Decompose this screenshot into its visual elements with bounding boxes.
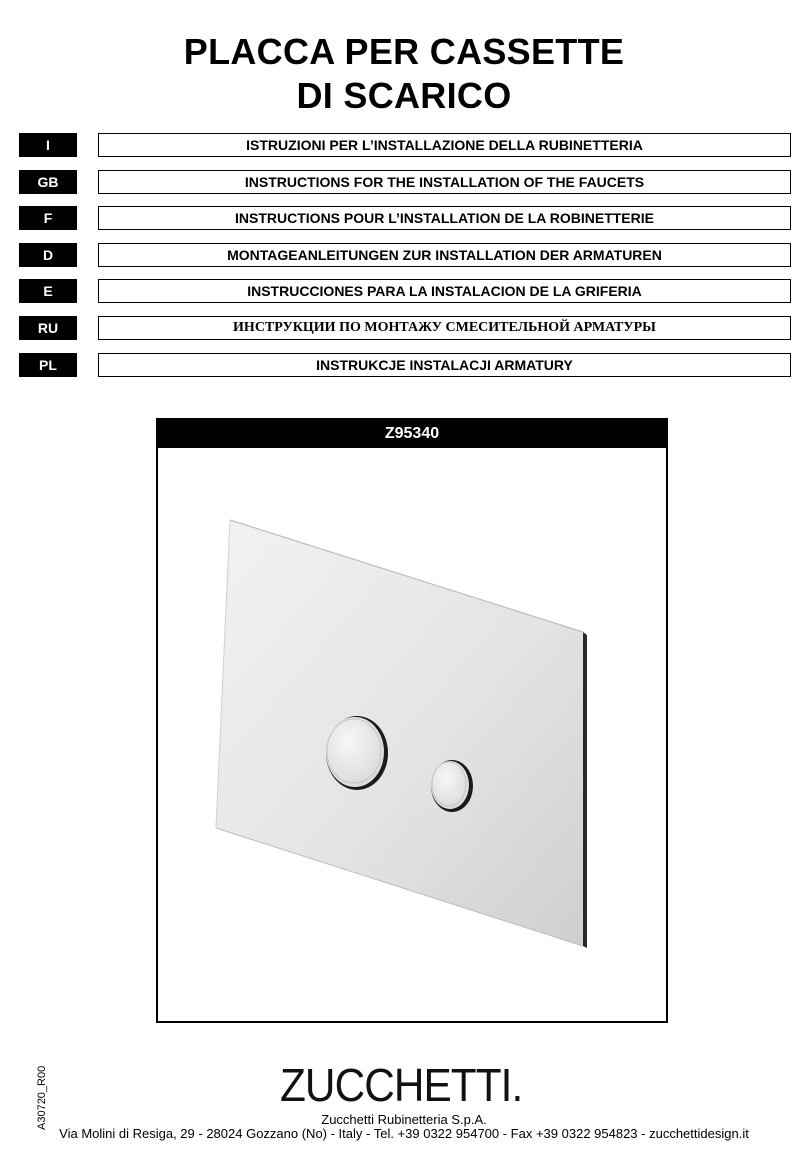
company-address: Via Molini di Resiga, 29 - 28024 Gozzano (No) - Italy - Tel. +39 0322 954700 - Fax +39 0322 954823 - zucchettidesign.it <box>59 1126 749 1141</box>
language-instruction-title: ИНСТРУКЦИИ ПО МОНТАЖУ СМЕСИТЕЛЬНОЙ АРМАТУРЫ <box>98 316 791 340</box>
flush-plate-image <box>158 450 666 1021</box>
document-code: A30720_R00 <box>36 1065 48 1130</box>
language-instruction-title: INSTRUCCIONES PARA LA INSTALACION DE LA GRIFERIA <box>98 279 791 303</box>
language-code: GB <box>19 170 77 194</box>
language-instruction-title: MONTAGEANLEITUNGEN ZUR INSTALLATION DER ARMATUREN <box>98 243 791 267</box>
small-flush-button <box>431 760 473 812</box>
plate-face <box>216 520 583 946</box>
language-row-gb <box>19 170 791 194</box>
language-code: RU <box>19 316 77 340</box>
language-code: I <box>19 133 77 157</box>
language-instruction-title: INSTRUCTIONS POUR L’INSTALLATION DE LA ROBINETTERIE <box>98 206 791 230</box>
language-code: F <box>19 206 77 230</box>
language-row-fr <box>19 206 791 230</box>
language-row-pl <box>19 353 791 377</box>
language-row-it <box>19 133 791 157</box>
language-row-de <box>19 243 791 267</box>
language-instruction-title: ISTRUZIONI PER L’INSTALLAZIONE DELLA RUBINETTERIA <box>98 133 791 157</box>
plate-edge <box>583 632 587 948</box>
language-row-ru <box>19 316 791 340</box>
language-instruction-title: INSTRUKCJE INSTALACJI ARMATURY <box>98 353 791 377</box>
language-instruction-title: INSTRUCTIONS FOR THE INSTALLATION OF THE FAUCETS <box>98 170 791 194</box>
language-code: E <box>19 279 77 303</box>
language-row-es <box>19 279 791 303</box>
large-flush-button <box>326 716 388 790</box>
zucchetti-logo: ZUCCHETTI. <box>280 1059 523 1111</box>
document-title <box>0 30 808 118</box>
language-code: PL <box>19 353 77 377</box>
product-code: Z95340 <box>158 420 666 448</box>
product-frame <box>156 418 668 1023</box>
title-line-1: PLACCA PER CASSETTE <box>183 31 625 72</box>
company-name: Zucchetti Rubinetteria S.p.A. <box>321 1112 487 1127</box>
language-code: D <box>19 243 77 267</box>
title-line-2: DI SCARICO <box>296 75 512 116</box>
